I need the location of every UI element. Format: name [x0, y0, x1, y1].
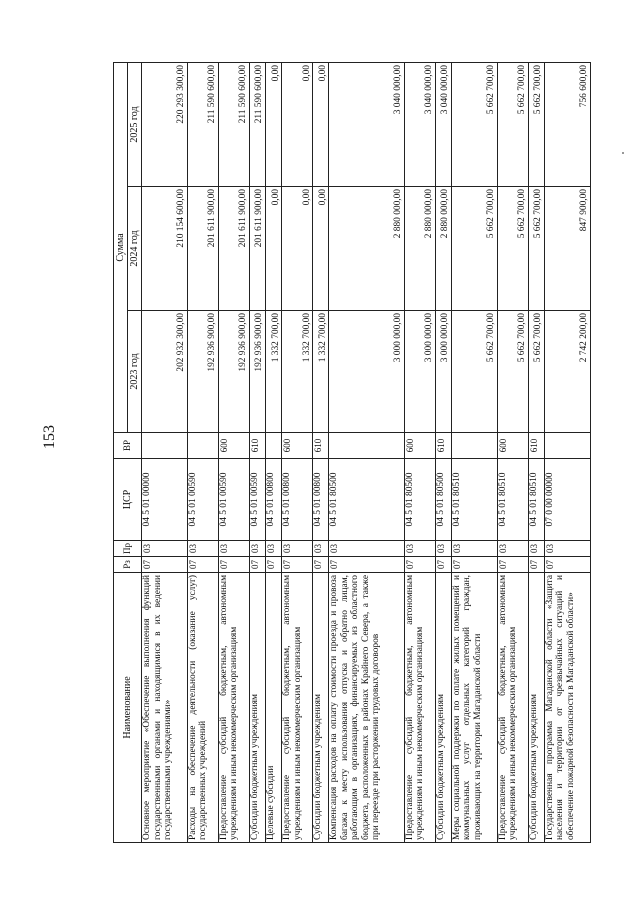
cell-csr: 04 5 01 00590 [187, 459, 218, 541]
cell-csr: 04 5 01 80510 [451, 459, 497, 541]
table-row [313, 63, 329, 843]
cell-csr: 04 5 01 80500 [404, 459, 435, 541]
cell-vr [451, 433, 497, 459]
cell-csr: 04 5 01 00590 [249, 459, 265, 541]
cell-amount-2023: 3 000 000,00 [404, 311, 435, 433]
table-row [329, 63, 405, 843]
cell-amount-2023: 2 742 200,00 [544, 311, 590, 433]
cell-vr: 600 [218, 433, 249, 459]
cell-pr: 03 [528, 541, 544, 557]
cell-pr: 03 [142, 541, 188, 557]
cell-csr: 04 5 01 00800 [265, 459, 281, 541]
table-row [265, 63, 281, 843]
cell-vr [187, 433, 218, 459]
cell-amount-2025: 211 590 600,00 [187, 63, 218, 187]
cell-name: Меры социальной поддержки по оплате жилых помещений и коммунальных услуг отдельных категорий граждан, проживающих на территории Магаданской области [451, 573, 497, 843]
cell-rz: 07 [404, 557, 435, 573]
rotated-page-area [113, 63, 591, 843]
cell-pr: 03 [451, 541, 497, 557]
cell-rz: 07 [265, 557, 281, 573]
header-2024: 2024 год [128, 187, 142, 311]
cell-amount-2023: 1 332 700,00 [282, 311, 313, 433]
cell-pr: 03 [329, 541, 405, 557]
cell-amount-2025: 211 590 600,00 [218, 63, 249, 187]
cell-name: Субсидии бюджетным учреждениям [249, 573, 265, 843]
cell-vr: 600 [497, 433, 528, 459]
cell-rz: 07 [282, 557, 313, 573]
cell-rz: 07 [313, 557, 329, 573]
cell-amount-2024: 210 154 600,00 [142, 187, 188, 311]
cell-amount-2025: 0,00 [282, 63, 313, 187]
cell-amount-2023: 3 000 000,00 [435, 311, 451, 433]
table-row [451, 63, 497, 843]
cell-rz: 07 [187, 557, 218, 573]
cell-amount-2023: 202 932 300,00 [142, 311, 188, 433]
cell-amount-2023: 3 000 000,00 [329, 311, 405, 433]
cell-name: Государственная программа Магаданской области «Защита населения и территории от чрезвычайных ситуаций и обеспечение пожарной безопасности в Магаданской области» [544, 573, 590, 843]
cell-amount-2025: 3 040 000,00 [435, 63, 451, 187]
cell-rz: 07 [497, 557, 528, 573]
cell-pr: 03 [404, 541, 435, 557]
header-name: Наименование [114, 573, 142, 843]
cell-amount-2024: 847 900,00 [544, 187, 590, 311]
header-sum: Сумма [114, 63, 128, 433]
cell-amount-2023: 5 662 700,00 [528, 311, 544, 433]
table-row [218, 63, 249, 843]
cell-csr: 04 5 01 00000 [142, 459, 188, 541]
cell-amount-2025: 756 600,00 [544, 63, 590, 187]
cell-rz: 07 [218, 557, 249, 573]
table-row [544, 63, 590, 843]
table-wrapper [113, 63, 591, 843]
cell-vr: 600 [404, 433, 435, 459]
page-number: 153 [41, 425, 58, 449]
cell-csr: 07 0 00 00000 [544, 459, 590, 541]
cell-amount-2025: 220 293 300,00 [142, 63, 188, 187]
cell-amount-2023: 192 936 900,00 [218, 311, 249, 433]
cell-vr [544, 433, 590, 459]
cell-rz: 07 [435, 557, 451, 573]
cell-amount-2024: 2 880 000,00 [329, 187, 405, 311]
header-csr: ЦСР [114, 459, 142, 541]
cell-csr: 04 5 01 80510 [497, 459, 528, 541]
cell-vr [142, 433, 188, 459]
cell-amount-2023: 1 332 700,00 [265, 311, 281, 433]
table-row [142, 63, 188, 843]
cell-csr: 04 5 01 80500 [435, 459, 451, 541]
cell-csr: 04 5 01 00590 [218, 459, 249, 541]
cell-vr: 610 [435, 433, 451, 459]
cell-pr: 03 [313, 541, 329, 557]
table-row [404, 63, 435, 843]
cell-pr: 03 [265, 541, 281, 557]
cell-amount-2024: 2 880 000,00 [435, 187, 451, 311]
header-pr: Пр [114, 541, 142, 557]
cell-pr: 03 [497, 541, 528, 557]
cell-amount-2024: 201 611 900,00 [187, 187, 218, 311]
cell-amount-2024: 5 662 700,00 [497, 187, 528, 311]
table-row [497, 63, 528, 843]
cell-amount-2024: 201 611 900,00 [249, 187, 265, 311]
cell-amount-2024: 2 880 000,00 [404, 187, 435, 311]
table-row [249, 63, 265, 843]
cell-name: Основное мероприятие «Обеспечение выполнения функций государственными органами и находящимися в их ведении государственными учреждениями» [142, 573, 188, 843]
cell-amount-2023: 192 936 900,00 [249, 311, 265, 433]
cell-rz: 07 [142, 557, 188, 573]
cell-amount-2024: 201 611 900,00 [218, 187, 249, 311]
cell-pr: 03 [249, 541, 265, 557]
cell-pr: 03 [544, 541, 590, 557]
cell-pr: 03 [187, 541, 218, 557]
cell-amount-2025: 5 662 700,00 [451, 63, 497, 187]
cell-vr: 600 [282, 433, 313, 459]
cell-amount-2025: 3 040 000,00 [404, 63, 435, 187]
header-2023: 2023 год [128, 311, 142, 433]
cell-amount-2025: 5 662 700,00 [497, 63, 528, 187]
cell-amount-2024: 0,00 [282, 187, 313, 311]
cell-pr: 03 [435, 541, 451, 557]
cell-rz: 07 [544, 557, 590, 573]
table-body [142, 63, 591, 843]
cell-amount-2025: 3 040 000,00 [329, 63, 405, 187]
cell-rz: 07 [528, 557, 544, 573]
cell-amount-2025: 0,00 [313, 63, 329, 187]
cell-pr: 03 [218, 541, 249, 557]
table-row [282, 63, 313, 843]
cell-name: Субсидии бюджетным учреждениям [528, 573, 544, 843]
cell-name: Предоставление субсидий бюджетным, автономным учреждениям и иным некоммерческим организациям [497, 573, 528, 843]
cell-name: Субсидии бюджетным учреждениям [313, 573, 329, 843]
cell-name: Компенсация расходов на оплату стоимости проезда и провоза багажа к месту использования отпуска и обратно лицам, работающим в организациях, финансируемых из областного бюджета, расположенных в районах Крайнего Севера, а также при переезде при расторжении трудовых договоров [329, 573, 405, 843]
cell-amount-2025: 211 590 600,00 [249, 63, 265, 187]
cell-csr: 04 5 01 00800 [313, 459, 329, 541]
cell-csr: 04 5 01 00800 [282, 459, 313, 541]
cell-vr: 610 [528, 433, 544, 459]
cell-amount-2024: 0,00 [313, 187, 329, 311]
cell-amount-2023: 5 662 700,00 [451, 311, 497, 433]
cell-name: Целевые субсидии [265, 573, 281, 843]
cell-rz: 07 [451, 557, 497, 573]
cell-rz: 07 [329, 557, 405, 573]
cell-rz: 07 [249, 557, 265, 573]
scan-speck [622, 152, 624, 154]
budget-table [113, 62, 591, 843]
cell-name: Субсидии бюджетным учреждениям [435, 573, 451, 843]
table-row [528, 63, 544, 843]
cell-amount-2025: 0,00 [265, 63, 281, 187]
cell-amount-2024: 0,00 [265, 187, 281, 311]
cell-vr [329, 433, 405, 459]
header-rz: Рз [114, 557, 142, 573]
cell-name: Предоставление субсидий бюджетным, автономным учреждениям и иным некоммерческим организациям [218, 573, 249, 843]
cell-name: Предоставление субсидий бюджетным, автономным учреждениям и иным некоммерческим организациям [404, 573, 435, 843]
cell-pr: 03 [282, 541, 313, 557]
cell-amount-2024: 5 662 700,00 [528, 187, 544, 311]
cell-vr [265, 433, 281, 459]
cell-name: Расходы на обеспечение деятельности (оказание услуг) государственных учреждений [187, 573, 218, 843]
cell-name: Предоставление субсидий бюджетным, автономным учреждениям и иным некоммерческим организациям [282, 573, 313, 843]
table-row [435, 63, 451, 843]
cell-vr: 610 [249, 433, 265, 459]
table-row [187, 63, 218, 843]
header-2025: 2025 год [128, 63, 142, 187]
header-vr: ВР [114, 433, 142, 459]
cell-amount-2023: 5 662 700,00 [497, 311, 528, 433]
cell-amount-2023: 1 332 700,00 [313, 311, 329, 433]
cell-csr: 04 5 01 80500 [329, 459, 405, 541]
cell-amount-2024: 5 662 700,00 [451, 187, 497, 311]
cell-amount-2025: 5 662 700,00 [528, 63, 544, 187]
cell-amount-2023: 192 936 900,00 [187, 311, 218, 433]
cell-csr: 04 5 01 80510 [528, 459, 544, 541]
cell-vr: 610 [313, 433, 329, 459]
